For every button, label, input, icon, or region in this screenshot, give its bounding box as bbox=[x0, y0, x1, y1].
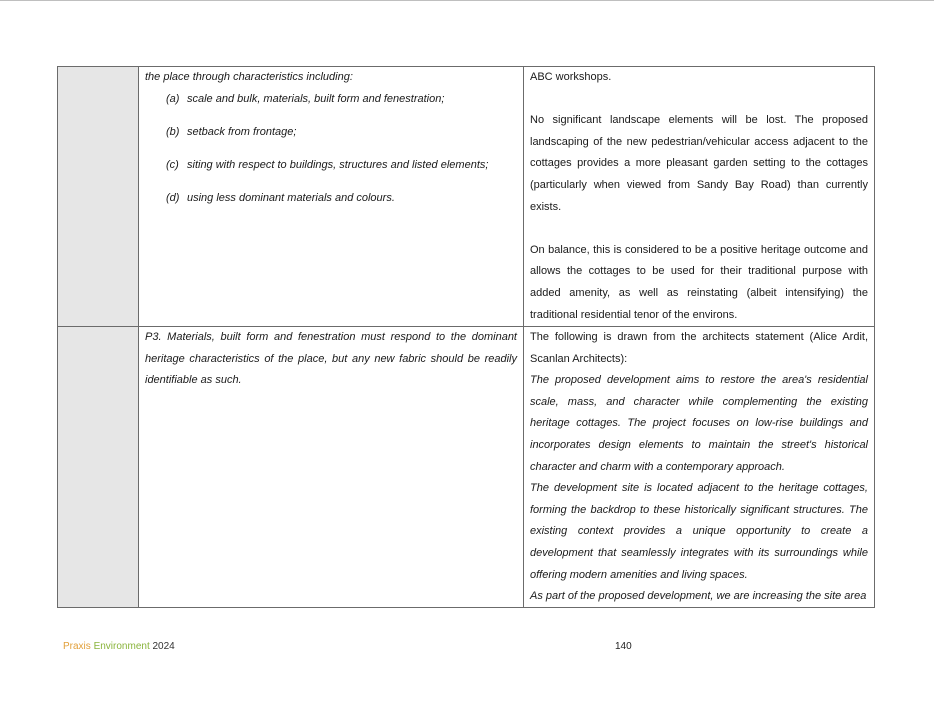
row2-provision-cell bbox=[138, 326, 524, 608]
list-item bbox=[145, 122, 517, 144]
row2-response-cell bbox=[523, 326, 875, 608]
row1-response-p3: On balance, this is considered to be a positive heritage outcome and allows the cottages to be used for their traditional purpose with added amenity, as well as reinstating (albeit intensifying) the traditional residential tenor of the environs. bbox=[530, 243, 868, 321]
list-text: scale and bulk, materials, built form and fenestration; bbox=[187, 92, 445, 105]
row1-intro: the place through characteristics including: bbox=[145, 71, 353, 83]
list-marker: (c) bbox=[166, 159, 179, 172]
architect-statement-p1: The proposed development aims to restore the area's residential scale, mass, and character while complementing the existing heritage cottages. The project focuses on low-rise buildings and incorporates design elements to maintain the street's historical character and charm with a contemporary approach. bbox=[530, 374, 868, 473]
footer-brand bbox=[63, 641, 175, 652]
brand-year: 2024 bbox=[152, 641, 175, 652]
row1-response-p2: No significant landscape elements will be lost. The proposed landscaping of the new pedestrian/vehicular access adjacent to the cottages provides a more pleasant garden setting to the cottages (particularly when viewed from Sandy Bay Road) than currently exists. bbox=[530, 114, 868, 213]
row1-provision-cell bbox=[138, 66, 524, 327]
row2-label-cell bbox=[57, 326, 139, 608]
page-number: 140 bbox=[615, 641, 632, 652]
provision-p3: P3. Materials, built form and fenestration must respond to the dominant heritage characteristics of the place, but any new fabric should be readily identifiable as such. bbox=[145, 331, 517, 387]
top-rule bbox=[0, 0, 934, 1]
list-item bbox=[145, 89, 517, 111]
row1-label-cell bbox=[57, 66, 139, 327]
list-marker: (a) bbox=[166, 92, 180, 105]
list-marker: (d) bbox=[166, 192, 180, 205]
row1-response-p1: ABC workshops. bbox=[530, 71, 612, 83]
list-item bbox=[145, 155, 517, 177]
row2-response-p1: The following is drawn from the architects statement (Alice Ardit, Scanlan Architects): bbox=[530, 331, 868, 365]
brand-environment: Environment bbox=[93, 641, 150, 652]
assessment-table bbox=[57, 66, 875, 608]
architect-statement-p3: As part of the proposed development, we are increasing the site area bbox=[530, 590, 867, 603]
list-text: setback from frontage; bbox=[187, 125, 297, 138]
list-marker: (b) bbox=[166, 125, 180, 138]
row1-response-cell bbox=[523, 66, 875, 327]
characteristics-list bbox=[145, 89, 517, 210]
architect-statement-p2: The development site is located adjacent to the heritage cottages, forming the backdrop to these historically significant structures. The existing context provides a unique opportunity to create a development that seamlessly integrates with its surroundings while offering modern amenities and living spaces. bbox=[530, 482, 868, 581]
list-item bbox=[145, 188, 517, 210]
list-text: using less dominant materials and colours. bbox=[187, 192, 395, 205]
list-text: siting with respect to buildings, structures and listed elements; bbox=[187, 159, 489, 172]
brand-praxis: Praxis bbox=[63, 641, 91, 652]
